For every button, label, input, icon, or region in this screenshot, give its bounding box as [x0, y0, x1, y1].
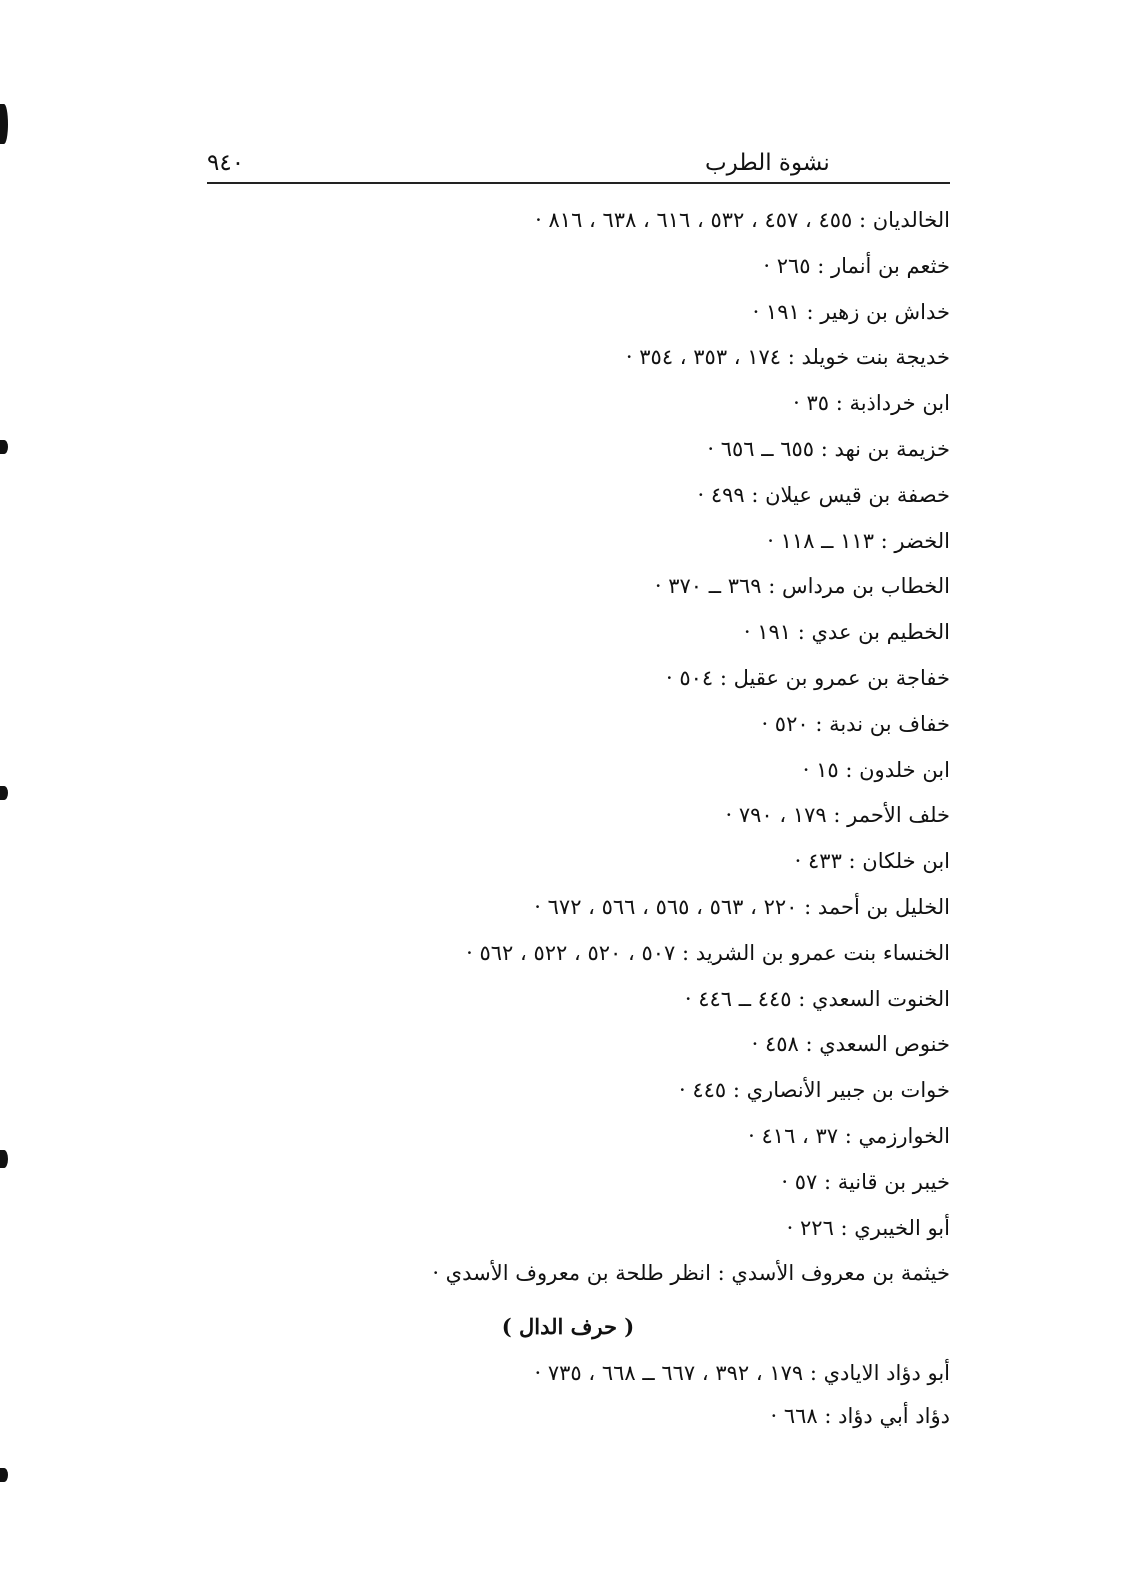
index-entries-dal — [190, 1357, 950, 1443]
index-entry: ابن خرداذبة : ٣٥ · — [793, 391, 950, 416]
index-entry: خداش بن زهير : ١٩١ · — [752, 299, 950, 324]
index-entries-kha — [190, 204, 950, 1303]
scan-margin-mark — [0, 1150, 8, 1168]
index-entry: خفاف بن ندبة : ٥٢٠ · — [761, 711, 950, 736]
scan-margin-mark — [0, 104, 8, 144]
page-number: ٩٤٠ — [207, 150, 245, 176]
scan-margin-mark — [0, 1468, 8, 1482]
index-entry: الخضر : ١١٣ ــ ١١٨ · — [767, 528, 950, 553]
index-entry: الخوارزمي : ٣٧ ، ٤١٦ · — [748, 1123, 950, 1148]
running-header — [207, 146, 950, 184]
index-entry: خوات بن جبير الأنصاري : ٤٤٥ · — [678, 1078, 950, 1103]
index-entry: خفاجة بن عمرو بن عقيل : ٥٠٤ · — [665, 665, 950, 690]
index-entry: خثعم بن أنمار : ٢٦٥ · — [763, 253, 950, 278]
index-entry: الخليل بن أحمد : ٢٢٠ ، ٥٦٣ ، ٥٦٥ ، ٥٦٦ ، ٦٧٢ · — [534, 894, 950, 919]
scan-margin-mark — [0, 440, 8, 454]
index-entry: دؤاد أبي دؤاد : ٦٦٨ · — [770, 1404, 950, 1428]
scan-margin-mark — [0, 786, 8, 800]
index-entry: خزيمة بن نهد : ٦٥٥ ــ ٦٥٦ · — [707, 436, 950, 461]
index-entry: أبو الخيبري : ٢٢٦ · — [786, 1215, 950, 1240]
index-entry: خيبر بن قانية : ٥٧ · — [781, 1169, 950, 1194]
index-entry: الخالديان : ٤٥٥ ، ٤٥٧ ، ٥٣٢ ، ٦١٦ ، ٦٣٨ ، ٨١٦ · — [535, 208, 950, 232]
index-entry: خديجة بنت خويلد : ١٧٤ ، ٣٥٣ ، ٣٥٤ · — [625, 345, 950, 370]
index-entry: ابن خلدون : ١٥ · — [802, 757, 950, 782]
section-heading-dal: ( حرف الدال ) — [501, 1314, 635, 1339]
index-entry: الخنساء بنت عمرو بن الشريد : ٥٠٧ ، ٥٢٠ ، ٥٢٢ ، ٥٦٢ · — [466, 940, 950, 965]
index-entry: الخنوت السعدي : ٤٤٥ ــ ٤٤٦ · — [684, 986, 950, 1011]
book-title: نشوة الطرب — [705, 150, 830, 176]
index-entry: خصفة بن قيس عيلان : ٤٩٩ · — [697, 482, 950, 507]
index-entry: خيثمة بن معروف الأسدي : انظر طلحة بن معروف الأسدي · — [432, 1261, 950, 1286]
index-entry: الخطاب بن مرداس : ٣٦٩ ــ ٣٧٠ · — [654, 574, 950, 599]
index-entry: ابن خلكان : ٤٣٣ · — [794, 849, 950, 874]
index-entry: أبو دؤاد الايادي : ١٧٩ ، ٣٩٢ ، ٦٦٧ ــ ٦٦٨ ، ٧٣٥ · — [534, 1361, 950, 1385]
index-entry: خنوص السعدي : ٤٥٨ · — [751, 1032, 950, 1057]
index-entry: الخطيم بن عدي : ١٩١ · — [743, 620, 950, 645]
index-entry: خلف الأحمر : ١٧٩ ، ٧٩٠ · — [725, 803, 950, 828]
